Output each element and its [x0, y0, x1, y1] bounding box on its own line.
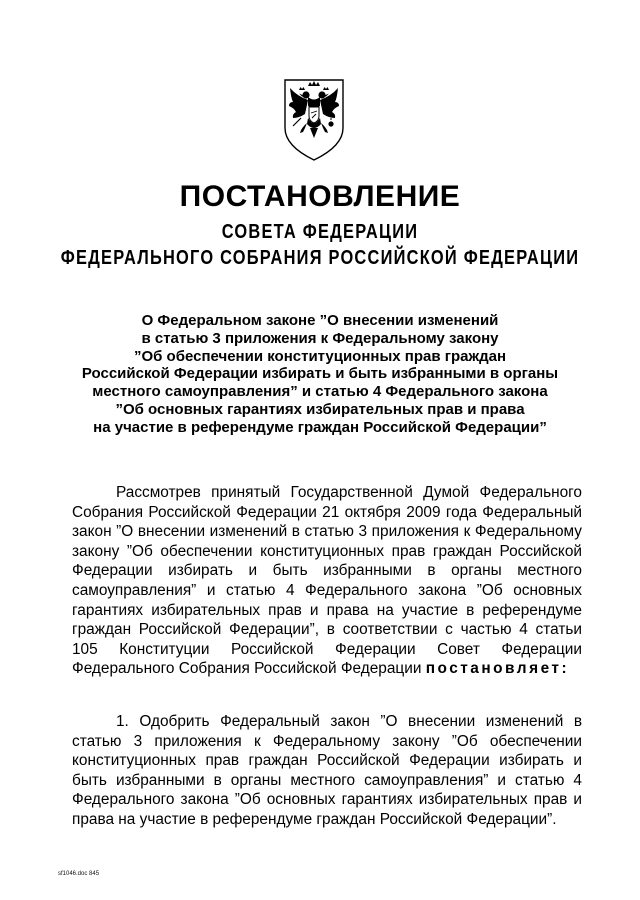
document-type-title: ПОСТАНОВЛЕНИЕ: [179, 180, 461, 213]
subject-line: О Федеральном законе ”О внесении изменений: [141, 312, 499, 329]
resolves-colon: :: [561, 660, 570, 678]
subject-line: Российской Федерации избирать и быть избранными в органы: [81, 365, 559, 383]
subject-line: в статью 3 приложения к Федеральному закону: [141, 329, 499, 347]
document-subject: [40, 312, 600, 437]
issuer-line-2: ФЕДЕРАЛЬНОГО СОБРАНИЯ РОССИЙСКОЙ ФЕДЕРАЦИИ: [60, 247, 580, 269]
preamble-text: Рассмотрев принятый Государственной Думой Федерального Собрания Российской Федерации 21 октября 2009 года Федеральный закон ”О внесении изменений в статью 3 приложения к Федеральному закону ”Об обеспечении конституционных прав граждан Российской Федерации избирать и быть избранными в органы местного самоуправления” и статью 4 Федерального закона ”Об основных гарантиях избирательных прав и права на участие в референдуме граждан Российской Федерации”, в соответствии с частью 4 статьи 105 Конституции Российской Федерации Совет Федерации Федерального Собрания Российской Федерации: [72, 484, 582, 678]
subject-line: ”Об основных гарантиях избирательных прав и права: [115, 400, 525, 418]
subject-line: на участие в референдуме граждан Российской Федерации”: [93, 418, 547, 436]
resolves-word: постановляет: [425, 660, 562, 678]
resolution-item-1: 1. Одобрить Федеральный закон ”О внесении изменений в статью 3 приложения к Федеральному закону ”Об обеспечении конституционных прав граждан Российской Федерации избирать и быть избранными в органы местного самоуправления” и статью 4 Федерального закона ”Об основных гарантиях избирательных прав и права на участие в референдуме граждан Российской Федерации”.: [72, 713, 582, 828]
subject-line: местного самоуправления” и статью 4 Федерального закона: [92, 383, 548, 401]
russian-coat-of-arms-icon: [281, 76, 347, 162]
preamble-paragraph: [72, 483, 582, 679]
subject-line: ”Об обеспечении конституционных прав граждан: [133, 347, 507, 365]
issuer-line-1: СОВЕТА ФЕДЕРАЦИИ: [221, 221, 419, 243]
file-reference: sf1046.doc 845: [58, 871, 100, 877]
